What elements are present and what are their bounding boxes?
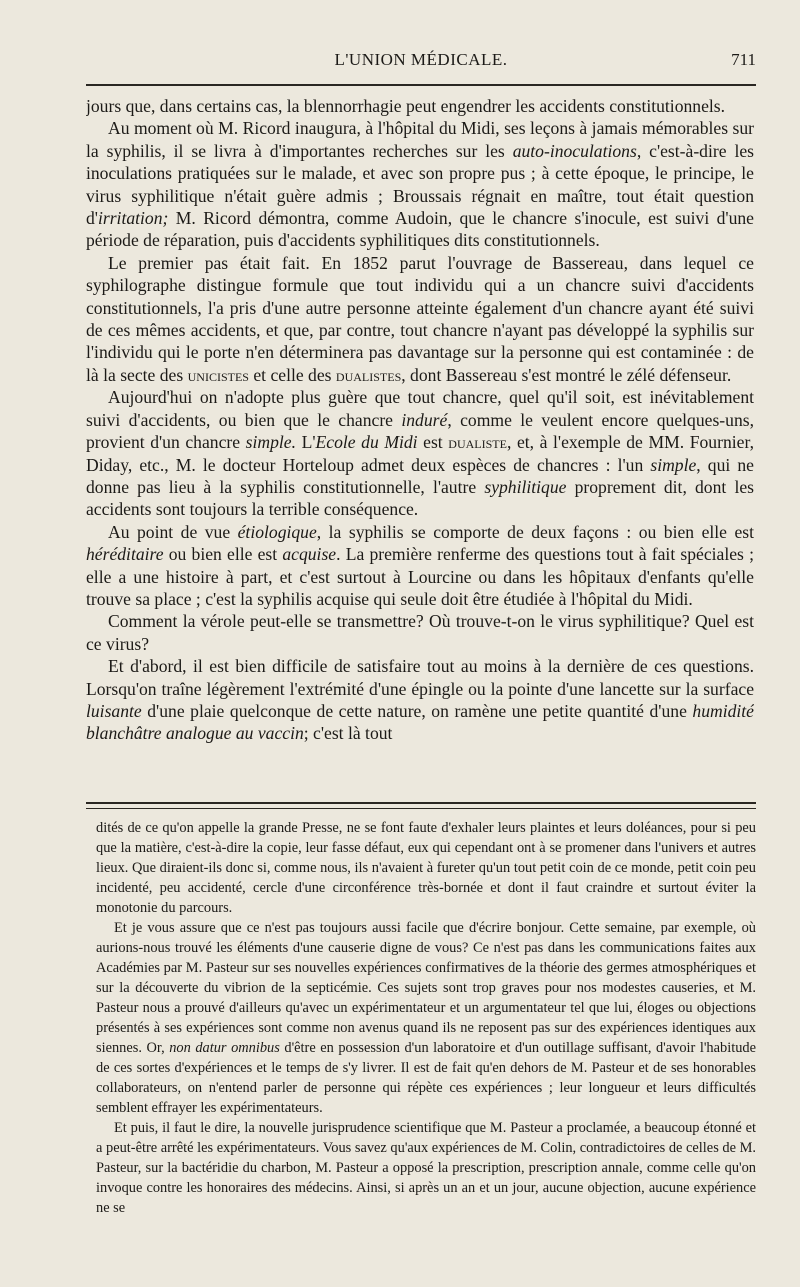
feuilleton-paragraph-1: dités de ce qu'on appelle la grande Presse, ne se font faute d'exhaler leurs plaintes et leurs doléances, pour si peu que la matière, c'est-à-dire la copie, leur fasse défaut, eux qui cependant ont à se promener dans l'univers et autres lieux. Que diraient-ils donc si, comme nous, ils n'avaient à fureter qu'un tout petit coin de ce monde, petit coin peu incidenté, peu accidenté, cercle d'une circonférence très-bornée et dont il faut craindre et surtout éviter la monotonie du parcours. [96,820,756,916]
feuilleton-column [96,818,756,1238]
header-rule [86,84,756,86]
page-number: 711 [731,50,756,69]
running-head: L'UNION MÉDICALE. [334,50,508,69]
paragraph-4: Aujourd'hui on n'adopte plus guère que tout chancre, quel qu'il soit, est inévitablement suivi d'accidents, ou bien que le chancre induré, comme le veulent encore quelques-uns, provient d'un chancre simple. L'Ecole du Midi est dualiste, et, à l'exemple de MM. Fournier, Diday, etc., M. le docteur Horteloup admet deux espèces de chancres : l'un simple, qui ne donne pas lieu à la syphilis constitutionnelle, l'autre syphilitique proprement dit, dont les accidents sont toujours la terrible conséquence. [86,387,754,520]
paragraph-6: Comment la vérole peut-elle se transmettre? Où trouve-t-on le virus syphilitique? Quel est ce virus? [86,611,754,654]
paragraph-3: Le premier pas était fait. En 1852 parut l'ouvrage de Bassereau, dans lequel ce syphilographe distingue formule que tout individu qui a un chancre suivi d'accidents constitutionnels, l'a pris d'une autre personne atteinte également d'un chancre ayant été suivi de ces mêmes accidents, et que, par contre, tout chancre n'ayant pas développé la syphilis sur l'individu qui le porte n'en déterminera pas davantage sur la personne qui est contaminée : de là la secte des unicistes et celle des dualistes, dont Bassereau s'est montré le zélé défenseur. [86,252,754,385]
feuilleton-rule-thick [86,802,756,804]
feuilleton-paragraph-2: Et je vous assure que ce n'est pas toujours aussi facile que d'écrire bonjour. Cette semaine, par exemple, où aurions-nous trouvé les éléments d'une causerie digne de vous? Ce n'est pas dans les communications faites aux Académies par M. Pasteur sur ses nouvelles expériences confirmatives de la théorie des germes atmosphériques et sur la découverte du vibrion de la septicémie. Ces sujets sont trop graves pour nos modestes causeries, et M. Pasteur nous a prouvé d'ailleurs qu'avec un expérimentateur et un argumentateur tel que lui, éloges ou objections présentés à ses expériences sont comme non avenus quand ils ne reposent pas sur des expériences identiques aux siennes. Or, non datur omnibus d'être en possession d'un laboratoire et d'un outillage suffisant, d'avoir l'habitude de ces sortes d'expériences et le temps de s'y livrer. Il est de fait qu'en dehors de M. Pasteur et de ses honorables collaborateurs, on n'entend parler de personne qui répète ces expériences ; leur longueur et leurs difficultés semblent effrayer les expérimentateurs. [96,920,756,1116]
main-column [86,95,754,799]
feuilleton-rule-thin [86,808,756,809]
paragraph-2: Au moment où M. Ricord inaugura, à l'hôpital du Midi, ses leçons à jamais mémorables sur la syphilis, il se livra à d'importantes recherches sur les auto-inoculations, c'est-à-dire les inoculations pratiquées sur le malade, et avec son propre pus ; à cette époque, le principe, le virus syphilitique n'était guère admis ; Broussais régnait en maître, tout était question d'irritation; M. Ricord démontra, comme Audoin, que le chancre s'inocule, est suivi d'une période de réparation, puis d'accidents syphilitiques dits constitutionnels. [86,118,754,251]
page-header [86,50,756,80]
paragraph-1: jours que, dans certains cas, la blennorrhagie peut engendrer les accidents constitutionnels. [86,96,726,116]
paragraph-5: Au point de vue étiologique, la syphilis se comporte de deux façons : ou bien elle est héréditaire ou bien elle est acquise. La première renferme des questions tout à fait spéciales ; elle a une histoire à part, et c'est surtout à Lourcine ou dans les hôpitaux d'enfants qu'elle trouve sa place ; c'est la syphilis acquise qui seule doit être étudiée à l'hôpital du Midi. [86,521,754,609]
feuilleton-paragraph-3: Et puis, il faut le dire, la nouvelle jurisprudence scientifique que M. Pasteur a proclamée, a beaucoup étonné et a peut-être arrêté les expérimentateurs. Vous savez qu'aux expériences de M. Colin, contradictoires de celles de M. Pasteur, sur la bactéridie du charbon, M. Pasteur a opposé la prescription, prescription annale, comme celle qu'on invoque contre les honoraires des médecins. Ainsi, si après un an et un jour, aucune objection, aucune expérience ne se [96,1120,756,1216]
paragraph-7: Et d'abord, il est bien difficile de satisfaire tout au moins à la dernière de ces questions. Lorsqu'on traîne légèrement l'extrémité d'une épingle ou la pointe d'une lancette sur la surface luisante d'une plaie quelconque de cette nature, on ramène une petite quantité d'une humidité blanchâtre analogue au vaccin; c'est là tout [86,656,754,744]
